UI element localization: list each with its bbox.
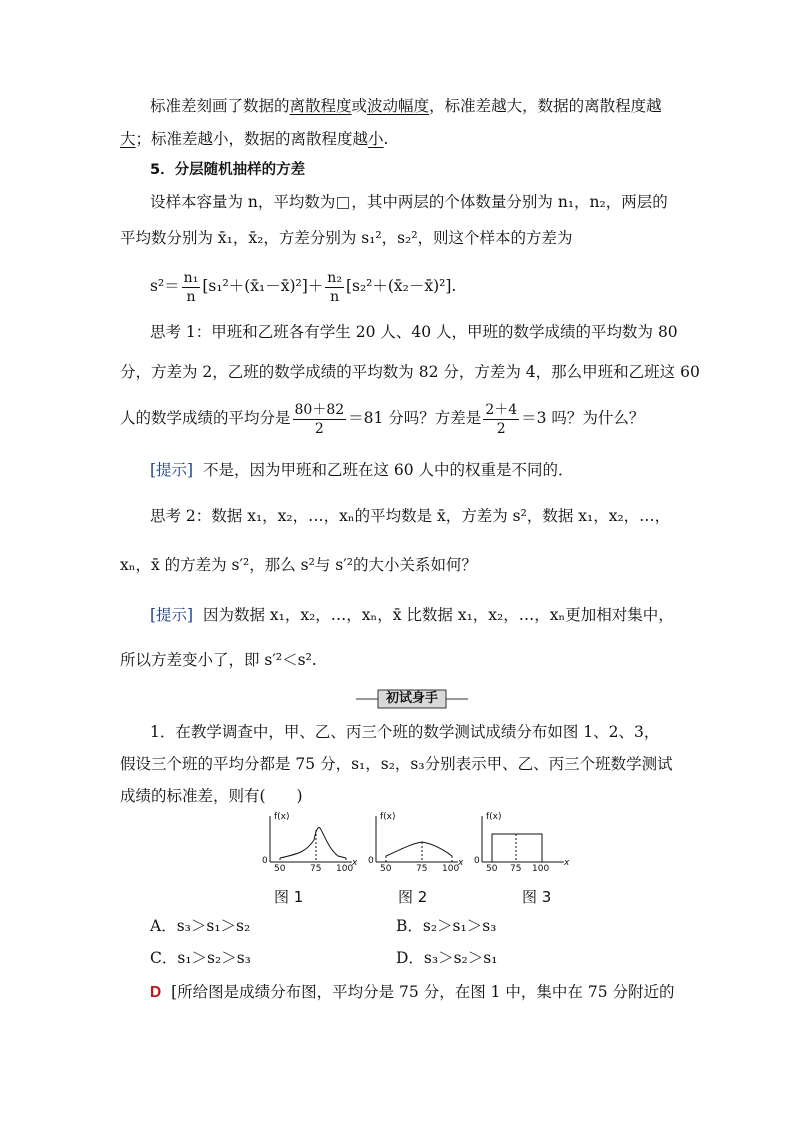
think1-text: ＝81 分吗？方差是 [348,409,482,427]
origin-label: 0 [368,856,374,866]
x-tick-label: 75 [416,864,428,874]
variance-formula [150,268,456,306]
option-c: C．s₁＞s₂＞s₃ [150,949,251,967]
x-axis-label: x [458,858,464,868]
underlined-term: 大 [120,130,136,148]
x-tick-label: 50 [274,864,286,874]
x-tick-label: 50 [486,864,498,874]
x-tick-label: 50 [380,864,392,874]
x-tick-label: 100 [442,864,460,874]
underlined-term: 波动幅度 [367,97,430,115]
intro-line-1 [150,96,662,116]
fraction-numerator: 80＋82 [294,401,345,418]
question-line-3: 成绩的标准差，则有( ) [120,787,303,805]
origin-label: 0 [474,856,480,866]
banner-title: 初试身手 [385,691,438,706]
mean-symbol-icon [337,197,349,209]
think1-text: 人的数学成绩的平均分是 [120,409,291,427]
answer-letter: D [150,984,162,1001]
hint2-line-1 [150,605,674,625]
figure-2 [364,812,464,878]
fraction-numerator: n₁ [183,269,199,286]
think1-line-2: 分，方差为 2，乙班的数学成绩的平均数为 82 分，方差为 4，那么甲班和乙班这 60 [120,363,700,381]
intro-text: . [383,130,389,148]
formula-lhs: s²＝ [150,277,180,295]
figure-3-caption: 图 3 [522,888,552,906]
x-axis-label: x [352,858,358,868]
section-heading: 5．分层随机抽样的方差 [150,162,306,178]
fraction-denominator: n [330,288,340,305]
intro-text: 或 [351,97,368,115]
section-paragraph-line-2: 平均数分别为 x̄₁，x̄₂，方差分别为 s₁²，s₂²，则这个样本的方差为 [120,229,573,247]
x-tick-label: 75 [310,864,322,874]
answer-line [150,982,674,1003]
figure-2-caption: 图 2 [398,888,428,906]
section-paragraph-line-1 [150,192,668,212]
underlined-term: 离散程度 [289,97,352,115]
paragraph-text: 设样本容量为 n，平均数为 [150,193,336,211]
fraction-numerator: n₂ [327,269,342,286]
x-tick-label: 100 [532,864,550,874]
formula-term-1: [s₁²＋(x̄₁－x̄)²]＋ [202,277,324,295]
fraction-denominator: 2 [314,420,324,437]
intro-text: 标准差刻画了数据的 [150,97,290,115]
y-axis-label: f(x) [486,812,502,822]
question-line-1: 1．在教学调查中，甲、乙、丙三个班的数学测试成绩分布如图 1、2、3， [150,723,660,741]
think2-line-1: 思考 2：数据 x₁，x₂，…，xₙ的平均数是 x̄，方差为 s²，数据 x₁，x₂，…， [150,507,671,525]
fraction-denominator: 2 [496,420,506,437]
fraction-denominator: n [186,288,196,305]
question-line-2: 假设三个班的平均分都是 75 分，s₁，s₂，s₃分别表示甲、乙、丙三个班数学测试 [120,755,673,773]
intro-line-2 [120,129,388,149]
underlined-term: 小 [368,130,384,148]
fraction-n1-over-n [182,269,201,306]
intro-text: ；标准差越小，数据的离散程度越 [135,130,369,148]
fraction-n2-over-n [325,269,344,306]
think1-line-3 [120,398,644,438]
fraction-numerator: 2＋4 [485,401,518,418]
think1-text: ＝3 吗？为什么？ [521,409,645,427]
origin-label: 0 [262,856,268,866]
figure-1-caption: 图 1 [274,888,304,906]
think1-line-1: 思考 1：甲班和乙班各有学生 20 人、40 人，甲班的数学成绩的平均数为 80 [150,323,678,341]
section-banner [356,688,468,710]
fraction-mean [293,401,347,438]
y-axis-label: f(x) [380,812,396,822]
hint-text: 因为数据 x₁，x₂，…，xₙ，x̄ 比数据 x₁，x₂，…，xₙ更加相对集中， [202,606,674,624]
hint-tag: [提示] [150,461,194,479]
formula-term-2: [s₂²＋(x̄₂－x̄)²]. [345,277,457,295]
x-tick-label: 100 [336,864,354,874]
figure-3 [470,812,570,878]
option-d: D．s₃＞s₂＞s₁ [396,949,498,967]
hint-text: 不是，因为甲班和乙班在这 60 人中的权重是不同的． [202,461,574,479]
option-a: A．s₃＞s₁＞s₂ [150,917,251,935]
option-b: B．s₂＞s₁＞s₃ [396,917,497,935]
hint2-line-2: 所以方差变小了，即 s′²＜s². [120,651,317,669]
intro-text: ，标准差越大，数据的离散程度越 [429,97,662,115]
answer-text: [所给图是成绩分布图，平均分是 75 分，在图 1 中，集中在 75 分附近的 [171,983,675,1001]
x-axis-label: x [564,858,570,868]
x-tick-label: 75 [510,864,522,874]
think2-line-2: xₙ，x̄ 的方差为 s′²，那么 s²与 s′²的大小关系如何？ [120,556,477,574]
fraction-variance [483,401,519,438]
hint-tag: [提示] [150,606,194,624]
y-axis-label: f(x) [274,812,290,822]
figure-1 [258,812,358,878]
hint1 [150,460,574,480]
paragraph-text: ，其中两层的个体数量分别为 n₁，n₂，两层的 [351,193,668,211]
